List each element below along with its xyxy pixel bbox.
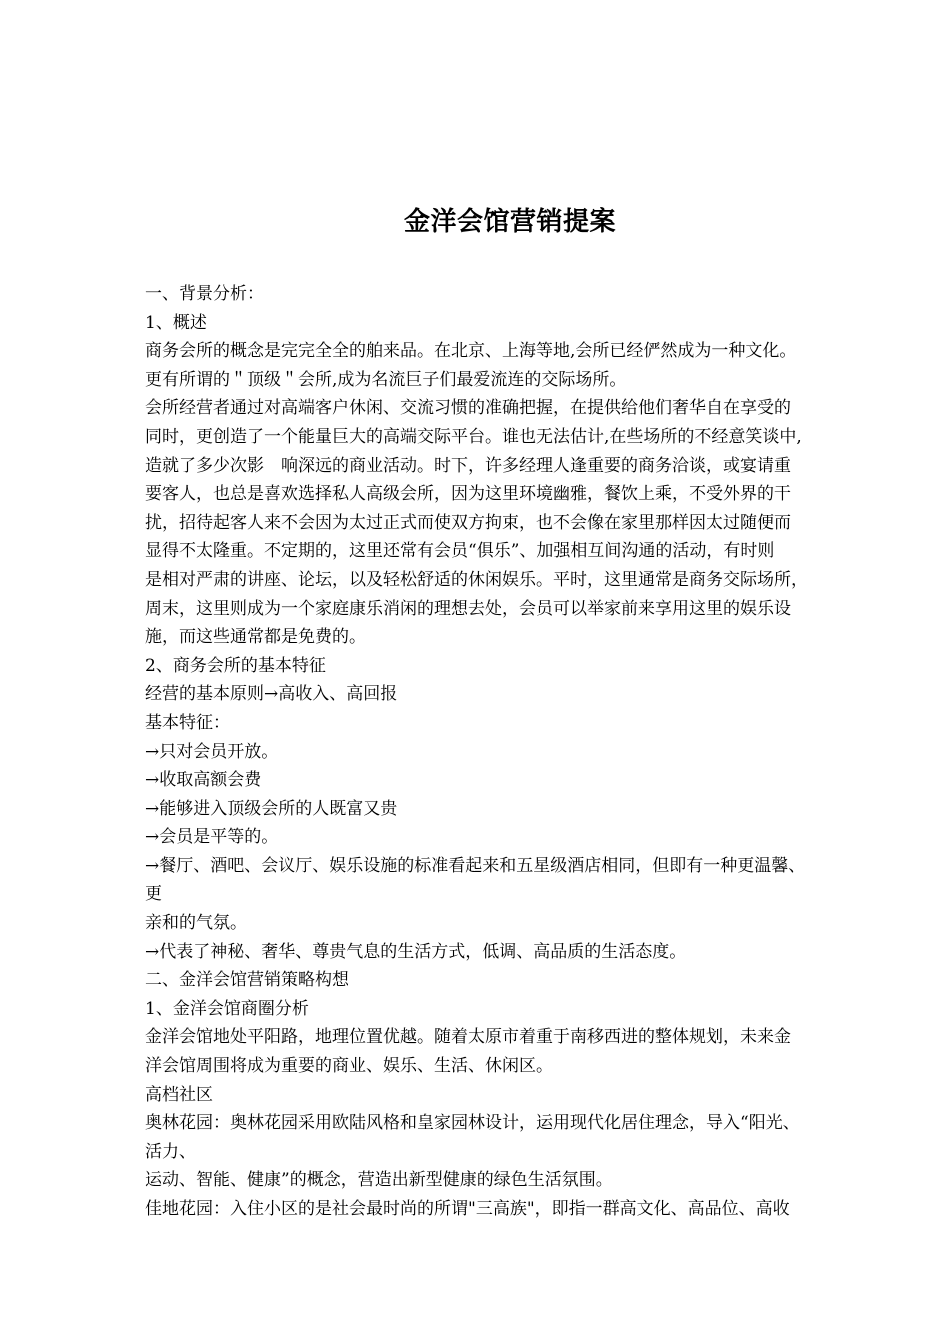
body-line: 施，而这些通常都是免费的。 [145, 627, 366, 648]
body-line: 亲和的气氛。 [145, 913, 247, 934]
body-line: 1、概述 [145, 312, 207, 333]
body-line: →收取高额会费 [145, 770, 262, 791]
document-title: 金洋会馆营销提案 [403, 207, 616, 237]
body-line: 经营的基本原则→高收入、高回报 [145, 684, 398, 705]
body-line: 金洋会馆地处平阳路，地理位置优越。随着太原市着重于南移西进的整体规划，未来金 [145, 1027, 791, 1048]
body-line: 同时，更创造了一个能量巨大的高端交际平台。谁也无法估计,在些场所的不经意笑谈中, [145, 426, 802, 447]
body-line: 奥林花园：奥林花园采用欧陆风格和皇家园林设计，运用现代化居住理念，导入“阳光、 [145, 1113, 800, 1134]
document-body [145, 280, 890, 1224]
body-line: →只对会员开放。 [145, 741, 279, 762]
body-line: 商务会所的概念是完完全全的舶来品。在北京、上海等地,会所已经俨然成为一种文化。 [145, 341, 797, 362]
body-line: 2、商务会所的基本特征 [145, 655, 326, 676]
body-line: 要客人，也总是喜欢选择私人高级会所，因为这里环境幽雅，餐饮上乘，不受外界的干 [145, 484, 791, 505]
body-line: →会员是平等的。 [145, 827, 279, 848]
body-line: →餐厅、酒吧、会议厅、娱乐设施的标准看起来和五星级酒店相同，但即有一种更温馨、 [145, 855, 806, 876]
body-line: 高档社区 [145, 1084, 213, 1105]
body-line: 一、背景分析： [145, 284, 264, 304]
body-line: 是相对严肃的讲座、论坛，以及轻松舒适的休闲娱乐。平时，这里通常是商务交际场所， [145, 569, 808, 590]
body-line: 更 [145, 884, 162, 905]
body-line: →代表了神秘、奢华、尊贵气息的生活方式，低调、高品质的生活态度。 [145, 941, 687, 962]
body-line: 基本特征： [145, 712, 230, 733]
body-line: 佳地花园：入住小区的是社会最时尚的所谓"三高族"，即指一群高文化、高品位、高收 [145, 1199, 790, 1219]
body-line: 二、金洋会馆营销策略构想 [145, 970, 349, 991]
body-line: 更有所谓的＂顶级＂会所,成为名流巨子们最爱流连的交际场所。 [145, 369, 627, 390]
body-line: 会所经营者通过对高端客户休闲、交流习惯的准确把握，在提供给他们奢华自在享受的 [145, 398, 791, 419]
body-line: 扰，招待起客人来不会因为太过正式而使双方拘束，也不会像在家里那样因太过随便而 [145, 512, 791, 533]
body-line: →能够进入顶级会所的人既富又贵 [145, 798, 398, 819]
body-line: 造就了多少次影 响深远的商业活动。时下，许多经理人逢重要的商务洽谈，或宴请重 [145, 455, 791, 476]
body-line: 1、金洋会馆商圈分析 [145, 998, 309, 1019]
body-line: 运动、智能、健康”的概念，营造出新型健康的绿色生活氛围。 [145, 1170, 613, 1191]
body-line: 周末，这里则成为一个家庭康乐消闲的理想去处，会员可以举家前来享用这里的娱乐设 [145, 598, 791, 619]
body-line: 活力、 [145, 1141, 196, 1162]
body-line: 洋会馆周围将成为重要的商业、娱乐、生活、休闲区。 [145, 1056, 553, 1077]
body-line: 显得不太隆重。不定期的，这里还常有会员“俱乐”、加强相互间沟通的活动，有时则 [145, 541, 775, 562]
